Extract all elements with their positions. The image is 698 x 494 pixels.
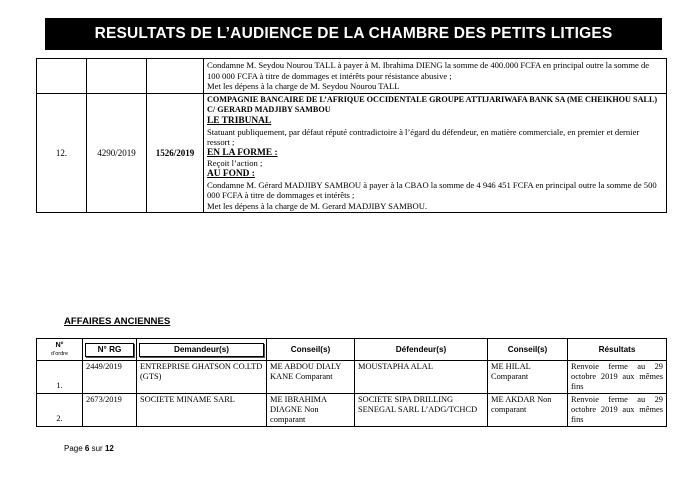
table-row [37,93,667,213]
case-decision-cell [204,93,667,213]
depens-text: Met les dépens à la charge de M. Gerard MADJIBY SAMBOU. [207,200,428,211]
header-conseil: Conseil(s) [488,339,568,361]
table-header-row [37,339,667,361]
footer-prefix: Page [64,444,83,453]
decisions-table [36,58,667,213]
table-row [37,394,667,427]
previous-case-text: Condamne M. Seydou Nourou TALL à payer à M. Ibrahima DIENG la somme de 400.000 FCFA en principal outre la somme de 100 000 FCFA à titre de dommages et intérêts pour résistance abusive ; [207,60,650,81]
header-demandeur: Demandeur(s) [137,339,267,361]
row-conseil: ME AKDAR Non comparant [488,394,568,427]
table-row [37,361,667,394]
row-demandeur: SOCIETE MINAME SARL [137,394,267,427]
row-defendeur: MOUSTAPHA ALAL [355,361,488,394]
row-resultat: Renvoie ferme au 29 octobre 2019 aux mêmes fins [568,361,667,394]
footer-page: 6 [84,444,90,453]
fond-heading: AU FOND : [207,168,255,179]
cell-empty [37,59,87,94]
case-decision-number: 1526/2019 [147,93,204,213]
forme-heading: EN LA FORME : [207,147,278,158]
forme-text: Reçoit l’action ; [207,158,263,169]
fond-text: Condamne M. Gérard MADJIBY SAMBOU à payer à la CBAO la somme de 4 946 451 FCFA en principal outre la somme de 500 000 FCFA à titre de dommages et intérêts ; [207,179,657,201]
row-index: 2. [37,394,83,427]
header-ordre: N° d’ordre [37,339,83,361]
row-demandeur: ENTREPRISE GHATSON CO.LTD (GTS) [137,361,267,394]
row-rg: 2449/2019 [83,361,137,394]
row-resultat: Renvoie ferme au 29 octobre 2019 aux mêmes fins [568,394,667,427]
footer-sep: sur [91,444,103,453]
previous-case-cell [204,59,667,94]
page-footer [64,444,114,453]
page-title: RESULTATS DE L’AUDIENCE DE LA CHAMBRE DES PETITS LITIGES [94,25,613,42]
header-rg: N° RG [83,339,137,361]
table-row [37,59,667,94]
cell-empty [147,59,204,94]
cell-empty [87,59,147,94]
section-title: AFFAIRES ANCIENNES [64,316,171,327]
case-number: 12. [37,93,87,213]
case-parties: COMPAGNIE BANCAIRE DE L’AFRIQUE OCCIDENTALE GROUPE ATTIJARIWAFA BANK SA (ME CHEIKHOU SALL) C/ GERARD MADJIBY SAMBOU [207,94,658,115]
footer-total: 12 [104,444,114,453]
row-index: 1. [37,361,83,394]
case-rg: 4290/2019 [87,93,147,213]
row-defendeur: SOCIETE SIPA DRILLING SENEGAL SARL L’ADG/TCHCD [355,394,488,427]
old-cases-table [36,338,667,427]
header-defendeur: Défendeur(s) [355,339,488,361]
row-conseil: ME IBRAHIMA DIAGNE Non comparant [267,394,355,427]
header-resultats: Résultats [568,339,667,361]
row-conseil: ME ABDOU DIALY KANE Comparant [267,361,355,394]
header-conseil: Conseil(s) [267,339,355,361]
page-title-banner [45,18,662,50]
row-rg: 2673/2019 [83,394,137,427]
previous-case-depens: Met les dépens à la charge de M. Seydou Nourou TALL [207,81,400,92]
tribunal-heading: LE TRIBUNAL [207,115,272,126]
tribunal-text: Statuant publiquement, par défaut réputé contradictoire à l’égard du défendeur, en matière commerciale, en premier et dernier ressort ; [207,126,640,148]
row-conseil: ME HILAL Comparant [488,361,568,394]
